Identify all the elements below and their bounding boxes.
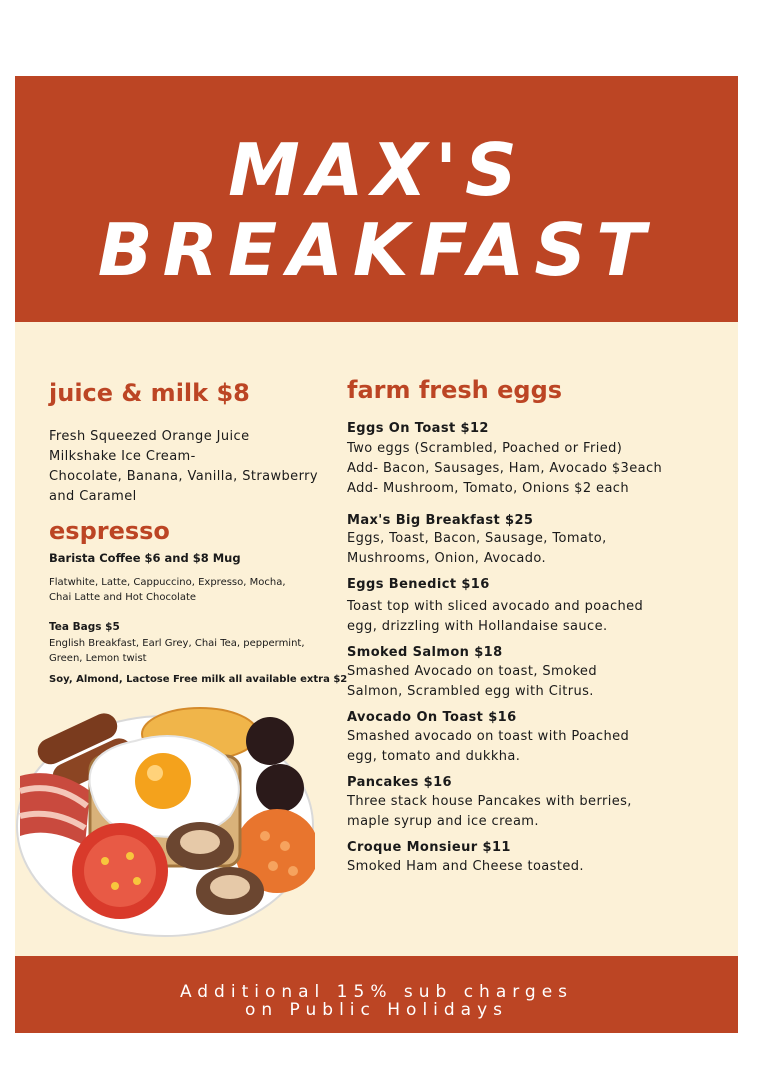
menu-item-line: Smashed avocado on toast with Poached [347,729,630,744]
menu-item-line: Add- Bacon, Sausages, Ham, Avocado $3each [347,461,663,476]
menu-item-line: egg, drizzling with Hollandaise sauce. [347,619,608,634]
menu-item-name: Croque Monsieur $11 [347,840,511,855]
coffee-line: Flatwhite, Latte, Cappuccino, Expresso, Mocha, [49,577,286,588]
juice-line: Chocolate, Banana, Vanilla, Strawberry [49,469,318,484]
menu-item-line: Eggs, Toast, Bacon, Sausage, Tomato, [347,531,607,546]
tea-line: Green, Lemon twist [49,653,147,664]
surcharge-note-line-2: on Public Holidays [244,1000,509,1020]
menu-item-line: Toast top with sliced avocado and poached [347,599,644,614]
menu-footer [15,956,738,1033]
menu-item-name: Avocado On Toast $16 [347,710,517,725]
menu-item-line: egg, tomato and dukkha. [347,749,521,764]
menu-item-name: Eggs Benedict $16 [347,577,490,592]
juice-line: and Caramel [49,489,137,504]
coffee-heading: Barista Coffee $6 and $8 Mug [49,551,241,565]
juice-title: juice & milk $8 [49,379,250,407]
menu-item-line: Smoked Ham and Cheese toasted. [347,859,584,874]
menu-item-name: Eggs On Toast $12 [347,421,489,436]
espresso-title: espresso [49,517,170,545]
menu-page [15,76,738,1033]
juice-line: Milkshake Ice Cream- [49,449,196,464]
surcharge-note-line-1: Additional 15% sub charges [179,982,574,1002]
juice-line: Fresh Squeezed Orange Juice [49,429,250,444]
menu-item-line: Smashed Avocado on toast, Smoked [347,664,597,679]
menu-item-line: Three stack house Pancakes with berries, [347,794,632,809]
menu-header [15,76,738,322]
breakfast-plate-illustration [15,696,315,946]
menu-item-line: maple syrup and ice cream. [347,814,539,829]
title-line-2: BREAKFAST [97,208,656,292]
eggs-title: farm fresh eggs [347,376,563,404]
menu-item-line: Mushrooms, Onion, Avocado. [347,551,547,566]
menu-item-name: Smoked Salmon $18 [347,645,503,660]
menu-item-line: Salmon, Scrambled egg with Citrus. [347,684,594,699]
menu-item-line: Two eggs (Scrambled, Poached or Fried) [347,441,623,456]
milk-note: Soy, Almond, Lactose Free milk all available extra $2 [49,674,348,685]
tea-heading: Tea Bags $5 [49,621,120,633]
menu-item-name: Max's Big Breakfast $25 [347,513,534,528]
menu-item-name: Pancakes $16 [347,775,452,790]
title-line-1: MAX'S [228,128,525,212]
tea-line: English Breakfast, Earl Grey, Chai Tea, peppermint, [49,638,305,649]
menu-item-line: Add- Mushroom, Tomato, Onions $2 each [347,481,629,496]
coffee-line: Chai Latte and Hot Chocolate [49,592,197,603]
